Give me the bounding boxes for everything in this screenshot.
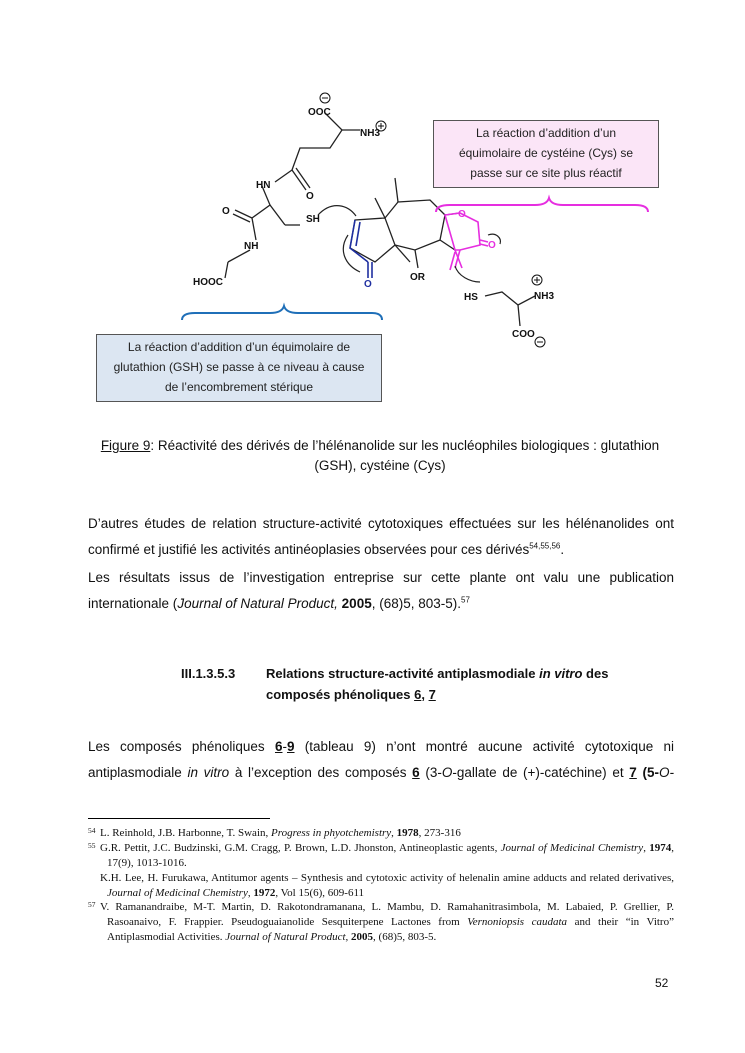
label-o2: O [222, 206, 230, 217]
para2-line2: internationale (Journal of Natural Product, 2005, (68)5, 803-5).$^{57}$ [88, 595, 470, 611]
para3-line1: Les composés phénoliques 6-9 (tableau 9) n’ont montré aucune activité cytotoxique ni [88, 739, 675, 754]
paragraph-3 [88, 734, 674, 786]
figure-ref: Figure 9 [100, 438, 151, 453]
label-hs: HS [464, 292, 478, 303]
caption-text: : Réactivité des dérivés de l’hélénanolide sur les nucléophiles biologiques : glutathion [150, 438, 660, 453]
gsh-line-3: de l’encombrement stérique [164, 380, 314, 394]
paragraph-1 [88, 511, 674, 563]
label-sh: SH [306, 214, 320, 225]
label-nh: NH [244, 241, 259, 252]
label-coo: COO [512, 329, 535, 340]
cys-line-2: équimolaire de cystéine (Cys) se [458, 146, 634, 160]
gsh-line-1: La réaction d’addition d’un équimolaire de [127, 340, 351, 354]
para2-line1: Les résultats issus de l’investigation entreprise sur cette plante ont valu une publication [88, 570, 674, 585]
para1-line2: confirmé et justifié les activités antinéoplasies observées pour ces dérivés$^{54,55,56}$. [88, 541, 565, 557]
para3-line2: antiplasmodiale in vitro à l’exception des composés 6 (3-O-gallate de (+)-catéchine) et 7 (5-O- [88, 765, 675, 780]
label-o-ketone: O [364, 279, 372, 290]
label-ooc: OOC [308, 107, 331, 118]
cys-line-3: passe sur ce site plus réactif [470, 166, 622, 180]
footnote-55: 55 G.R. Pettit, J.C. Budzinski, G.M. Cragg, P. Brown, L.D. Jhonston, Antineoplastic agents, Journal of Medicinal Chemistry, 1974, 17(9), 1013-1016. K.H. Lee, H. Furukawa, Antitumor agents – Synthesis and cytotoxic activity of helenalin amine adducts and related derivatives, Journal of Medicinal Chemistry, 1972, Vol 15(6), 609-611 [88, 841, 675, 899]
para1-line1: D’autres études de relation structure-activité cytotoxiques effectuées sur les hélénanolides ont [88, 516, 674, 531]
compound-ref-6: 6 [414, 687, 422, 702]
gsh-annotation-box [96, 334, 382, 402]
cys-annotation-box [433, 120, 659, 188]
paragraph-2 [88, 565, 674, 617]
section-title: Relations structure-activité antiplasmodiale in vitro des composés phénoliques 6, 7 [266, 666, 609, 702]
figure-caption [80, 436, 680, 476]
citation-57: 57 [461, 595, 470, 605]
cys-line-1: La réaction d’addition d’un [475, 126, 617, 140]
section-number: III.1.3.5.3 [181, 666, 236, 681]
footnote-54: 54 L. Reinhold, J.B. Harbonne, T. Swain, Progress in phyotchemistry, 1978, 273-316 [88, 826, 461, 839]
footnote-57: 57 V. Ramanandraibe, M-T. Martin, D. Rakotondramanana, L. Mambu, D. Ramahanitrasimbola, M. Labaied, P. Grellier, P. Rasoanaivo, F. Frappier. Pseudoguaianolide Sesquiterpene Lactones from Vernoniopsis caudata and their “in Vitro” Antiplasmodial Activities. Journal of Natural Product, 2005, (68)5, 803-5. [88, 900, 674, 943]
label-nh3-cys: NH3 [534, 291, 555, 302]
label-hn: HN [256, 180, 271, 191]
label-o1: O [306, 191, 314, 202]
label-or: OR [410, 272, 425, 283]
citation-54-56: 54,55,56 [529, 541, 561, 551]
gsh-line-2: glutathion (GSH) se passe à ce niveau à cause [113, 360, 365, 374]
compound-ref-7: 7 [428, 687, 436, 702]
page-number: 52 [655, 976, 669, 990]
label-hooc: HOOC [193, 277, 223, 288]
label-nh3: NH3 [360, 128, 381, 139]
caption-line-2: (GSH), cystéine (Cys) [314, 458, 446, 473]
footnote-separator [88, 818, 270, 819]
label-o-lactone: O [458, 209, 466, 220]
label-o-carbonyl: O [488, 240, 496, 251]
